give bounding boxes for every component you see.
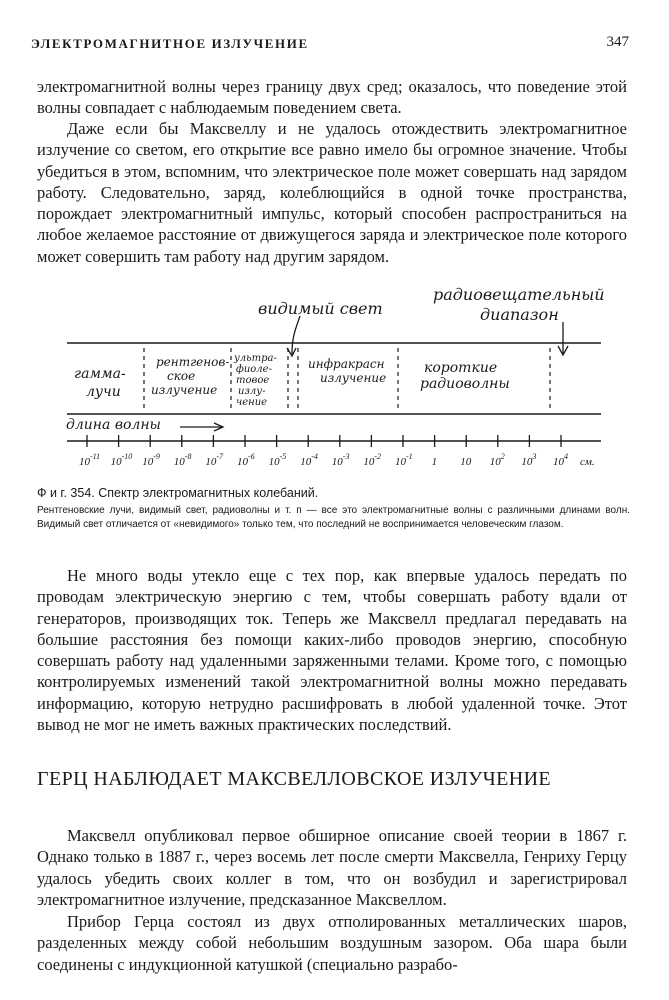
scale-tick-label: $10^3$ bbox=[521, 452, 537, 468]
scale-tick-label: $10^{-2}$ bbox=[363, 452, 382, 468]
svg-text:лучи: лучи bbox=[86, 384, 121, 400]
paragraph-1: электромагнитной волны через границу двух сред; оказалось, что поведение этой волны совпадает с наблюдаемым поведением света. bbox=[37, 77, 627, 118]
svg-text:инфракрасн: инфракрасн bbox=[308, 357, 385, 371]
scale-tick-label: $10^{-9}$ bbox=[142, 452, 160, 468]
xray-label bbox=[151, 355, 229, 397]
scale-tick-label: $10^2$ bbox=[489, 452, 505, 468]
short-radio-waves-label bbox=[420, 360, 510, 392]
svg-text:фиоле-: фиоле- bbox=[236, 364, 272, 375]
scale-tick-label: $10^{-11}$ bbox=[79, 452, 101, 468]
scale-unit-label: см. bbox=[580, 456, 595, 468]
spectrum-figure bbox=[0, 278, 669, 478]
scale-tick-label: 10 bbox=[460, 456, 472, 468]
svg-text:рентгенов-: рентгенов- bbox=[156, 355, 230, 369]
scale-tick-label: $10^{-7}$ bbox=[205, 452, 224, 468]
paragraph-5: Прибор Герца состоял из двух отполированных металлических шаров, разделенных между собой небольшим воздушным зазором. Оба шара были соединены с индукционной катушкой (специально разрабо- bbox=[37, 912, 627, 974]
wavelength-label: длина волны bbox=[66, 417, 161, 433]
paragraph-3: Не много воды утекло еще с тех пор, как впервые удалось передать по проводам электрическую энергию с тем, чтобы совершать работу вдали от генераторов, производящих ток. Теперь же Максвелл предлагал передавать на большие расстояния без помощи каких-либо проводов энергию, способную совершать работу над удаленными заряженными телами. Кроме того, с помощью контролируемых изменений такой электромагнитной волны можно передавать информацию, которую нетрудно расшифровать в любой удаленной точке. Этот вывод не мог не иметь важных практических последствий. bbox=[37, 566, 627, 735]
svg-text:ское: ское bbox=[167, 369, 196, 383]
running-title: ЭЛЕКТРОМАГНИТНОЕ ИЗЛУЧЕНИЕ bbox=[31, 36, 309, 51]
svg-text:излучение: излучение bbox=[151, 383, 218, 397]
figure-caption-title: Ф и г. 354. Спектр электромагнитных колебаний. bbox=[37, 486, 319, 500]
page-header bbox=[31, 34, 629, 56]
figure-caption-text: Рентгеновские лучи, видимый свет, радиоволны и т. п — все это электромагнитные волны с различными длинами волн. Видимый свет отличается от «невидимого» только тем, что последний не воспринимается человеческим глазом. bbox=[37, 505, 630, 530]
infrared-label bbox=[308, 357, 386, 385]
wavelength-arrow bbox=[180, 423, 223, 431]
scale-tick-labels bbox=[79, 452, 595, 468]
svg-text:радиоволны: радиоволны bbox=[420, 376, 510, 392]
scale-tick-label: $10^{-4}$ bbox=[300, 452, 318, 468]
svg-text:товое: товое bbox=[236, 375, 270, 386]
radio-band-label-line2: диапазон bbox=[480, 305, 559, 324]
scale-tick-label: $10^4$ bbox=[553, 452, 568, 468]
spectrum-diagram bbox=[0, 278, 669, 478]
svg-text:гамма-: гамма- bbox=[74, 366, 126, 382]
scale-tick-label: 1 bbox=[431, 456, 438, 468]
scale-tick-label: $10^{-6}$ bbox=[237, 452, 255, 468]
page-number: 347 bbox=[606, 34, 629, 50]
svg-text:излу-: излу- bbox=[238, 386, 266, 397]
svg-text:ультра-: ультра- bbox=[234, 353, 277, 364]
svg-text:короткие: короткие bbox=[424, 360, 498, 376]
gamma-rays-label bbox=[74, 366, 126, 400]
ultraviolet-label bbox=[233, 353, 277, 408]
scale-tick-label: $10^{-3}$ bbox=[331, 452, 350, 468]
visible-light-label: видимый свет bbox=[258, 299, 383, 318]
scale-tick-label: $10^{-5}$ bbox=[268, 452, 287, 468]
radio-band-label-line1: радиовещательный bbox=[433, 285, 605, 304]
section-heading: ГЕРЦ НАБЛЮДАЕТ МАКСВЕЛЛОВСКОЕ ИЗЛУЧЕНИЕ bbox=[37, 768, 552, 790]
radio-band-arrow bbox=[558, 322, 568, 355]
paragraph-2: Даже если бы Максвеллу и не удалось отождествить электромагнитное излучение со светом, его открытие все равно имело бы огромное значение. Чтобы убедиться в этом, вспомним, что электрическое поле может совершать над зарядом работу. Следовательно, заряд, колеблющийся в одной точке пространства, порождает электромагнитный импульс, который способен распространиться на любое желаемое расстояние от движущегося заряда и электрическое поле которого может совершить там работу над другим зарядом. bbox=[37, 119, 627, 266]
scale-tick-label: $10^{-8}$ bbox=[173, 452, 192, 468]
svg-text:излучение: излучение bbox=[320, 371, 387, 385]
paragraph-4: Максвелл опубликовал первое обширное описание своей теории в 1867 г. Однако только в 1887 г., через восемь лет после смерти Максвелла, Генриху Герцу удалось убедить своих коллег в том, что он возбудил и зарегистрировал электромагнитное излучение, предсказанное Максвеллом. bbox=[37, 826, 627, 909]
scale-tick-label: $10^{-10}$ bbox=[110, 452, 133, 468]
svg-text:чение: чение bbox=[236, 397, 268, 408]
scale-tick-label: $10^{-1}$ bbox=[395, 452, 413, 468]
